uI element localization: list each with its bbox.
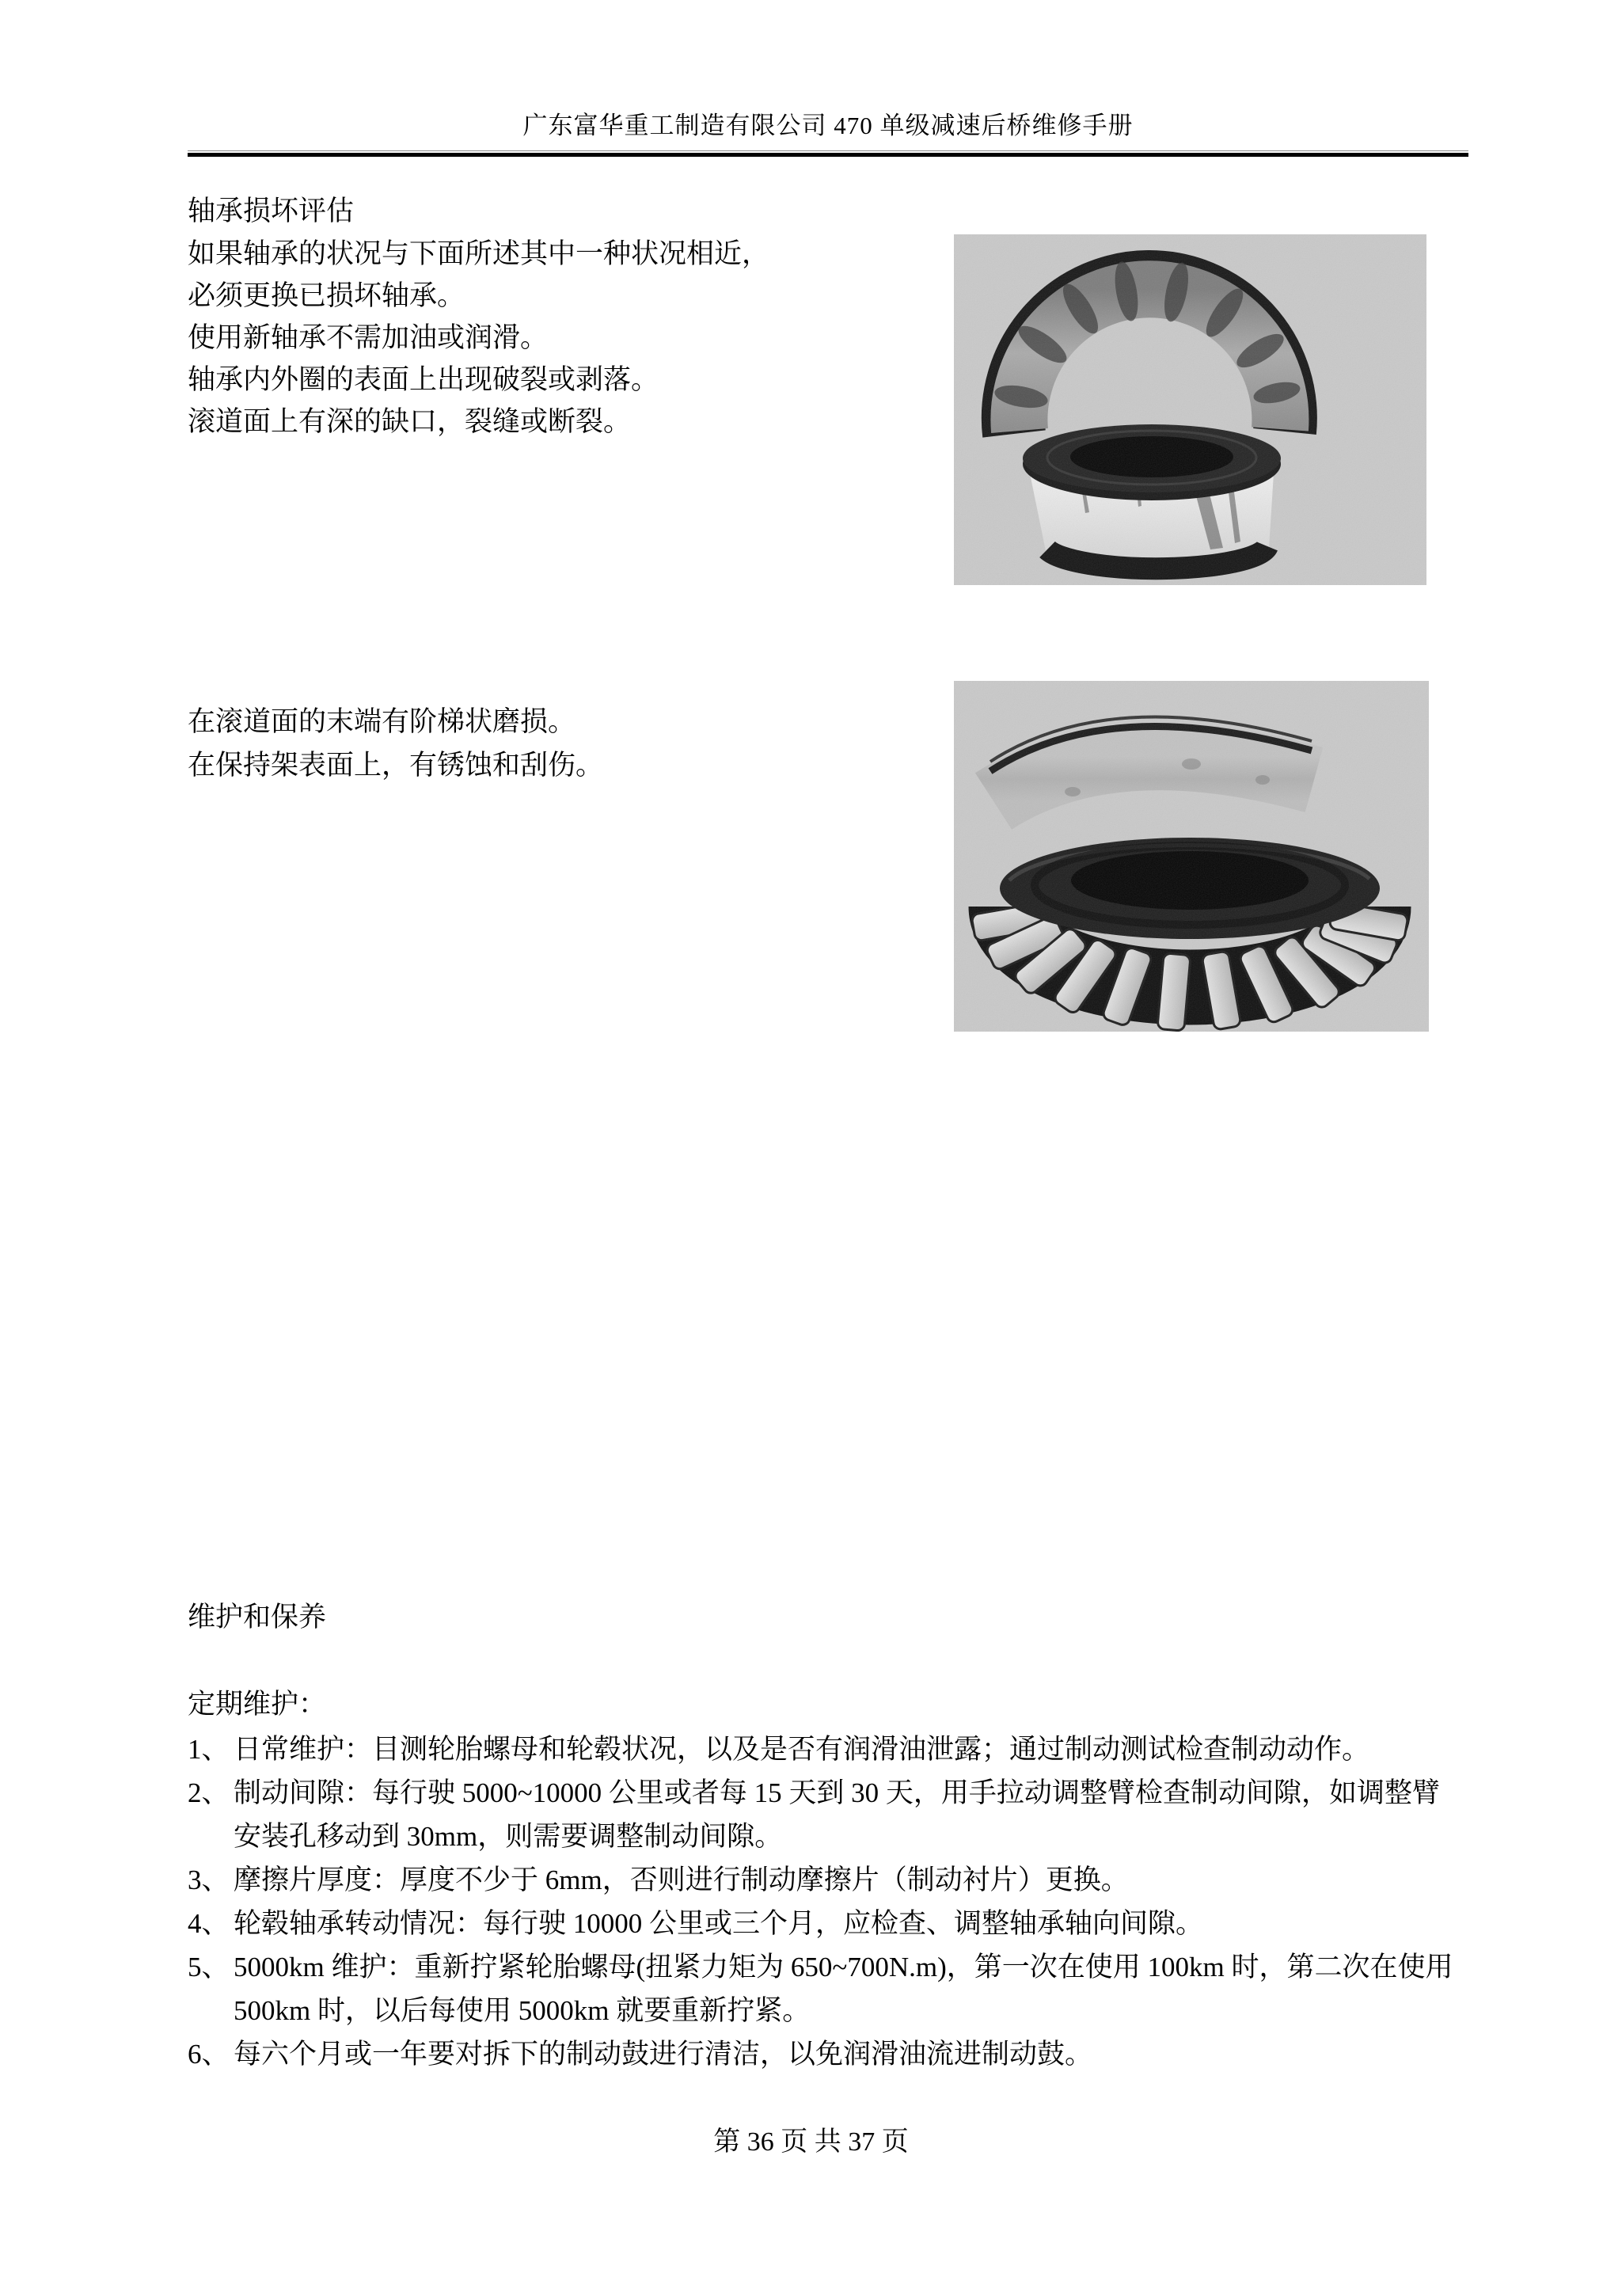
intro-line: 滚道面上有深的缺口，裂缝或断裂。: [188, 406, 632, 437]
bearing-cup-and-roller-cone-illustration: [954, 681, 1429, 1032]
page-number-footer: 第 36 页 共 37 页: [713, 2127, 909, 2157]
wear-line: 在保持架表面上，有锈蚀和刮伤。: [188, 750, 604, 781]
bearing-cup-and-cone-illustration: [954, 234, 1426, 585]
list-item: [188, 1902, 1454, 1945]
list-item: [188, 1945, 1454, 2032]
intro-line: 使用新轴承不需加油或润滑。: [188, 322, 549, 353]
list-item-text: 轮毂轴承转动情况：每行驶 10000 公里或三个月，应检查、调整轴承轴向间隙。: [234, 1908, 1204, 1939]
list-item-text: 5000km 维护：重新拧紧轮胎螺母(扭紧力矩为 650~700N.m)，第一次在使用 100km 时，第二次在使用 500km 时，以后每使用 5000km 就要重新拧紧。: [234, 1952, 1453, 2026]
list-item-number: 2、: [188, 1777, 230, 1808]
wear-line: 在滚道面的末端有阶梯状磨损。: [188, 706, 576, 737]
bearing-damage-intro: [188, 233, 924, 443]
list-item-number: 3、: [188, 1865, 230, 1895]
maintenance-heading: 维护和保养: [188, 1602, 327, 1633]
list-item: [188, 1858, 1454, 1902]
list-item-number: 1、: [188, 1734, 230, 1765]
header-rule-thick-line: [188, 153, 1468, 157]
intro-line: 必须更换已损坏轴承。: [188, 280, 465, 311]
list-item-text: 摩擦片厚度：厚度不少于 6mm，否则进行制动摩擦片（制动衬片）更换。: [234, 1865, 1129, 1895]
intro-line: 轴承内外圈的表面上出现破裂或剥落。: [188, 364, 659, 395]
list-item: [188, 1771, 1454, 1858]
header-rule-thin-line: [188, 150, 1468, 151]
header-title: 广东富华重工制造有限公司 470 单级减速后桥维修手册: [522, 112, 1134, 139]
periodic-maintenance-subheading: 定期维护：: [188, 1689, 327, 1720]
bearing-damage-heading: 轴承损坏评估: [188, 196, 355, 226]
list-item-number: 4、: [188, 1908, 230, 1939]
bearing-roller-wear-photo: [954, 681, 1429, 1032]
intro-line: 如果轴承的状况与下面所述其中一种状况相近，: [188, 238, 770, 269]
list-item: [188, 1728, 1454, 1771]
list-item-text: 每六个月或一年要对拆下的制动鼓进行清洁，以免润滑油流进制动鼓。: [234, 2039, 1093, 2070]
list-item: [188, 2032, 1454, 2076]
bearing-wear-notes: [188, 700, 924, 787]
photo-grain-overlay: [954, 681, 1429, 1032]
bearing-spalling-photo: [954, 234, 1426, 585]
header-rule: [188, 150, 1468, 157]
maintenance-list: [188, 1728, 1454, 2076]
list-item-text: 日常维护：目测轮胎螺母和轮毂状况，以及是否有润滑油泄露；通过制动测试检查制动动作。: [234, 1734, 1370, 1765]
list-item-text: 制动间隙：每行驶 5000~10000 公里或者每 15 天到 30 天，用手拉动调整臂检查制动间隙，如调整臂安装孔移动到 30mm，则需要调整制动间隙。: [234, 1777, 1440, 1852]
list-item-number: 5、: [188, 1952, 230, 1982]
photo-grain-overlay: [954, 234, 1426, 585]
list-item-number: 6、: [188, 2039, 230, 2070]
